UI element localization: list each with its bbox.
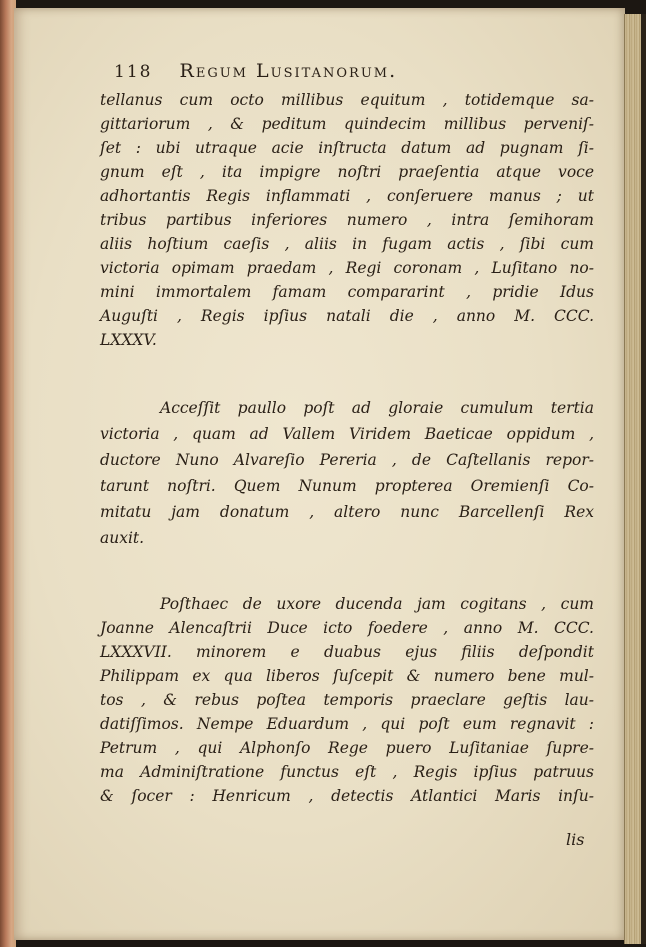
running-head: Regum Lusitanorum.: [179, 60, 398, 82]
text-line: aliis hoſtium caeſis , aliis in fugam actis , ſibi cum: [100, 235, 594, 253]
text-line: & ſocer : Henricum , detectis Atlantici Maris inſu-: [100, 787, 594, 805]
page-edges: [624, 14, 646, 944]
text-line: tos , & rebus poſtea temporis praeclare geſtis lau-: [100, 691, 594, 709]
text-line: gittariorum , & peditum quindecim millibus perveniſ-: [100, 115, 594, 133]
text-line: tribus partibus inferiores numero , intra ſemihoram: [100, 211, 594, 229]
text-line: ductore Nuno Alvareſio Pereria , de Caſtellanis repor-: [100, 451, 594, 469]
text-line: Acceſſit paullo poſt ad gloraie cumulum tertia: [160, 399, 594, 417]
text-line: auxit.: [100, 529, 145, 547]
text-line: Auguſti , Regis ipſius natali die , anno M. CCC.: [100, 307, 594, 325]
catchword: lis: [566, 830, 585, 849]
page-number: 118: [114, 62, 153, 82]
text-line: Joanne Alencaſtrii Duce icto foedere , anno M. CCC.: [100, 619, 594, 637]
text-line: ma Adminiſtratione functus eſt , Regis ipſius patruus: [100, 763, 594, 781]
text-line: LXXXV.: [100, 331, 157, 349]
text-line: mitatu jam donatum , altero nunc Barcellenſi Rex: [100, 503, 594, 521]
text-line: tellanus cum octo millibus equitum , totidemque sa-: [100, 91, 594, 109]
page-header: [114, 60, 494, 82]
text-line: LXXXVII. minorem e duabus ejus filiis deſpondit: [100, 643, 594, 661]
text-line: Philippam ex qua liberos ſuſcepit & numero bene mul-: [100, 667, 594, 685]
text-line: gnum eſt , ita impigre noſtri praeſentia atque voce: [100, 163, 594, 181]
text-line: ſet : ubi utraque acie inſtructa datum ad pugnam ſi-: [100, 139, 594, 157]
text-line: adhortantis Regis inflammati , conſeruere manus ; ut: [100, 187, 594, 205]
text-line: Poſthaec de uxore ducenda jam cogitans , cum: [160, 595, 594, 613]
text-line: datiſſimos. Nempe Eduardum , qui poſt eum regnavit :: [100, 715, 594, 733]
text-line: victoria , quam ad Vallem Viridem Baeticae oppidum ,: [100, 425, 594, 443]
text-line: tarunt noſtri. Quem Nunum propterea Oremienſi Co-: [100, 477, 594, 495]
text-line: mini immortalem famam compararint , pridie Idus: [100, 283, 594, 301]
text-line: victoria opimam praedam , Regi coronam , Luſitano no-: [100, 259, 594, 277]
text-line: Petrum , qui Alphonſo Rege puero Luſitaniae ſupre-: [100, 739, 594, 757]
